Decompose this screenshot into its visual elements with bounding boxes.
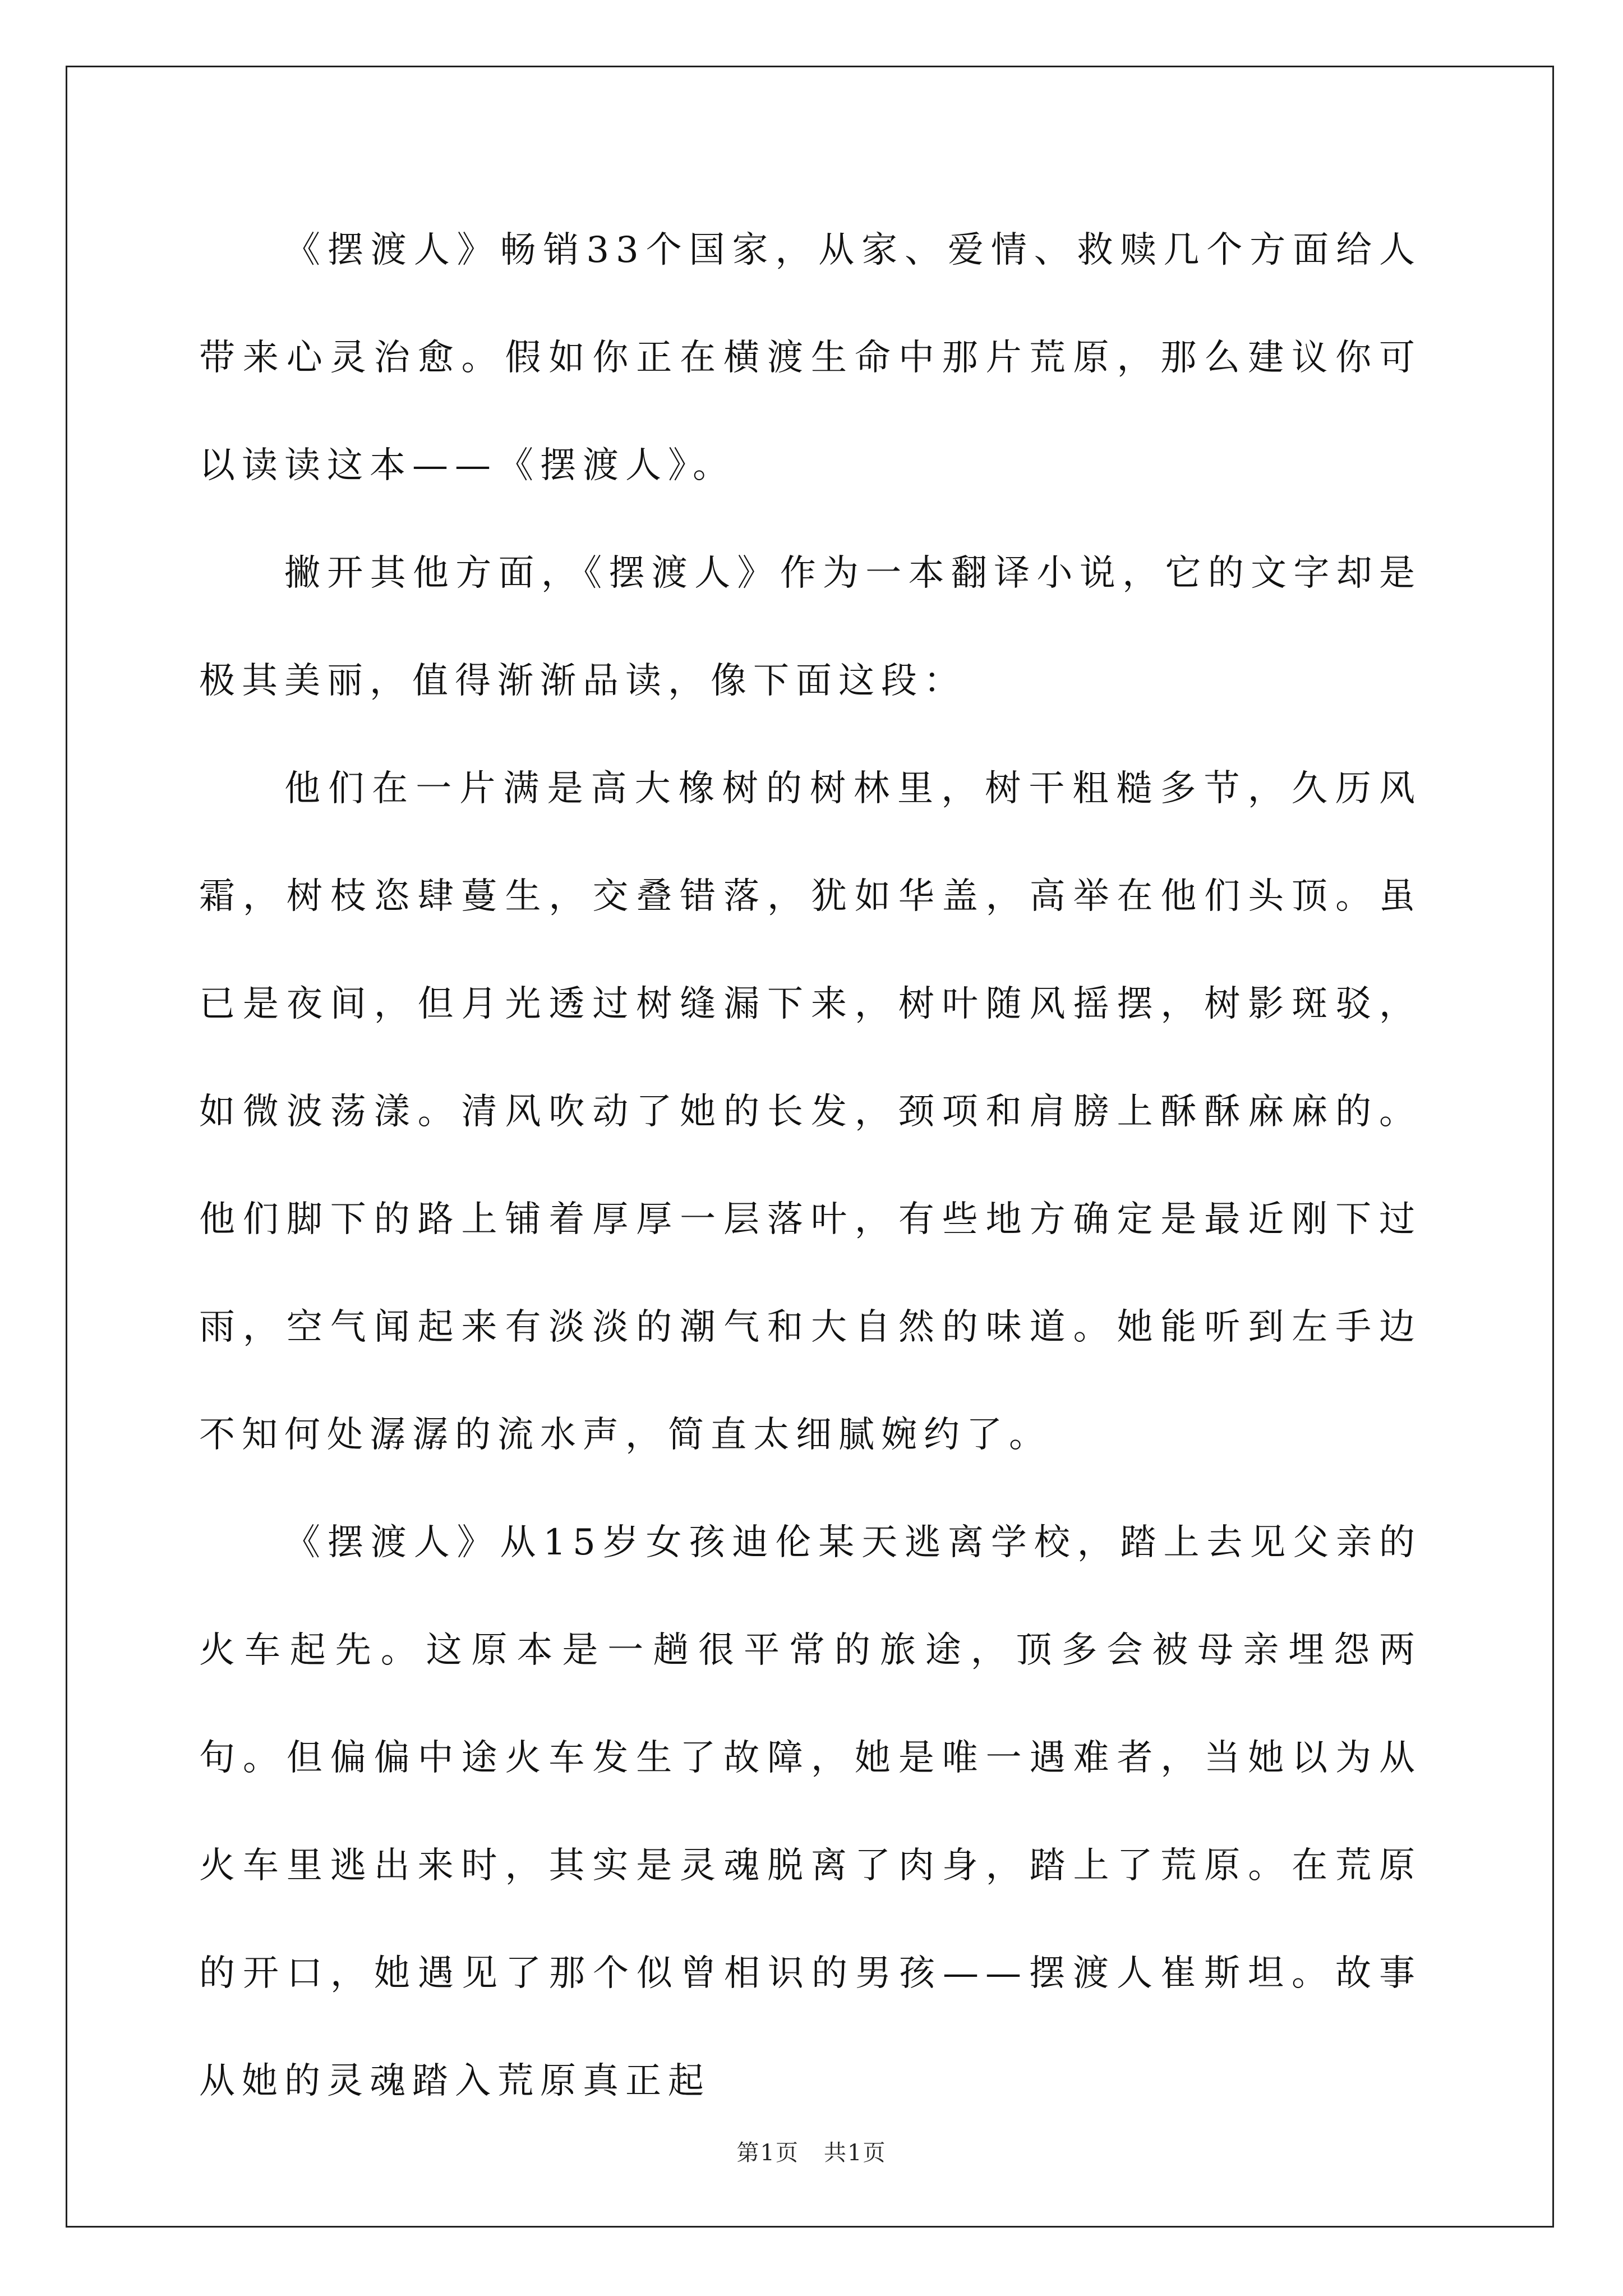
document-body <box>199 196 1422 2135</box>
page-footer <box>0 2136 1623 2170</box>
paragraph-2: 撇开其他方面，《摆渡人》作为一本翻译小说，它的文字却是极其美丽，值得渐渐品读，像下面这段： <box>199 553 1422 702</box>
paragraph-3: 他们在一片满是高大橡树的树林里，树干粗糙多节，久历风霜，树枝恣肆蔓生，交叠错落，犹如华盖，高举在他们头顶。虽已是夜间，但月光透过树缝漏下来，树叶随风摇摆，树影斑驳，如微波荡漾。清风吹动了她的长发，颈项和肩膀上酥酥麻麻的。他们脚下的路上铺着厚厚一层落叶，有些地方确定是最近刚下过雨，空气闻起来有淡淡的潮气和大自然的味道。她能听到左手边不知何处潺潺的流水声，简直太细腻婉约了。 <box>199 768 1422 1456</box>
page-number: 第1页 <box>736 2140 799 2166</box>
paragraph-1: 《摆渡人》畅销33个国家，从家、爱情、救赎几个方面给人带来心灵治愈。假如你正在横渡生命中那片荒原，那么建议你可以读读这本——《摆渡人》。 <box>199 229 1422 486</box>
paragraph-4: 《摆渡人》从15岁女孩迪伦某天逃离学校，踏上去见父亲的火车起先。这原本是一趟很平常的旅途，顶多会被母亲埋怨两句。但偏偏中途火车发生了故障，她是唯一遇难者，当她以为从火车里逃出来时，其实是灵魂脱离了肉身，踏上了荒原。在荒原的开口，她遇见了那个似曾相识的男孩——摆渡人崔斯坦。故事从她的灵魂踏入荒原真正起 <box>199 1522 1422 2102</box>
page-total: 共1页 <box>824 2140 887 2166</box>
